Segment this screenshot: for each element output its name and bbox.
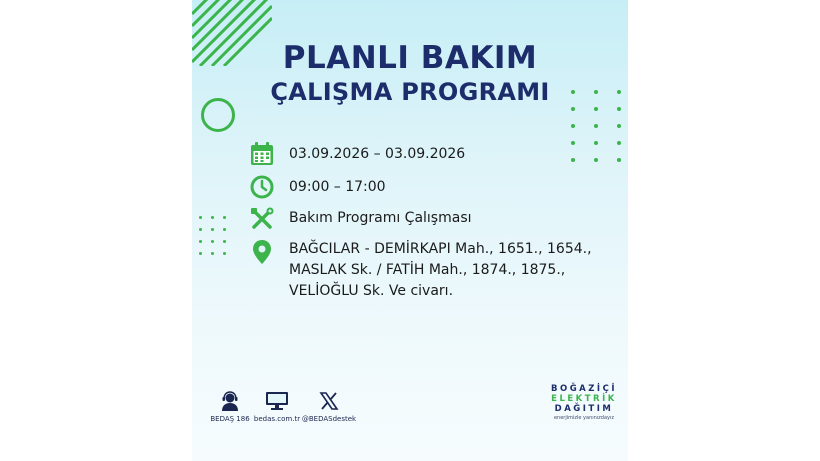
announcement-card	[192, 0, 628, 461]
date-range-text: 03.09.2026 – 03.09.2026	[289, 146, 466, 162]
brand-line-3: DAĞITIM	[554, 404, 614, 414]
clock-icon	[249, 174, 275, 200]
brand-slogan: enerjimizle yanınızdayız	[553, 415, 615, 421]
decorative-dot-grid-left	[199, 216, 226, 255]
footer-website[interactable]	[247, 391, 307, 423]
page-title: PLANLI BAKIM	[282, 40, 538, 76]
brand-logo	[550, 384, 618, 421]
page-subtitle: ÇALIŞMA PROGRAMI	[270, 78, 550, 106]
work-type-text: Bakım Programı Çalışması	[289, 210, 472, 226]
location-line: BAĞCILAR - DEMİRKAPI Mah., 1651., 1654.,	[289, 241, 592, 257]
date-row	[249, 141, 465, 167]
monitor-icon	[265, 391, 289, 411]
brand-line-1: BOĞAZİÇİ	[551, 384, 617, 394]
map-pin-icon	[249, 239, 275, 265]
x-logo-icon	[319, 391, 339, 411]
footer-website-label: bedas.com.tr	[253, 415, 301, 423]
time-range-text: 09:00 – 17:00	[289, 179, 386, 195]
wrench-screwdriver-icon	[249, 206, 275, 232]
headset-agent-icon	[219, 391, 241, 411]
work-type-row	[249, 206, 472, 232]
calendar-icon	[249, 141, 275, 167]
footer-phone-label: BEDAŞ 186	[210, 415, 250, 423]
location-text	[289, 239, 592, 302]
location-line: VELİOĞLU Sk. Ve civarı.	[289, 283, 454, 299]
footer-social[interactable]	[299, 391, 359, 423]
footer-social-label: @BEDASdestek	[301, 415, 357, 423]
location-row	[249, 239, 592, 302]
time-row	[249, 174, 386, 200]
brand-line-2: ELEKTRİK	[551, 394, 617, 404]
location-line: MASLAK Sk. / FATİH Mah., 1874., 1875.,	[289, 262, 566, 278]
